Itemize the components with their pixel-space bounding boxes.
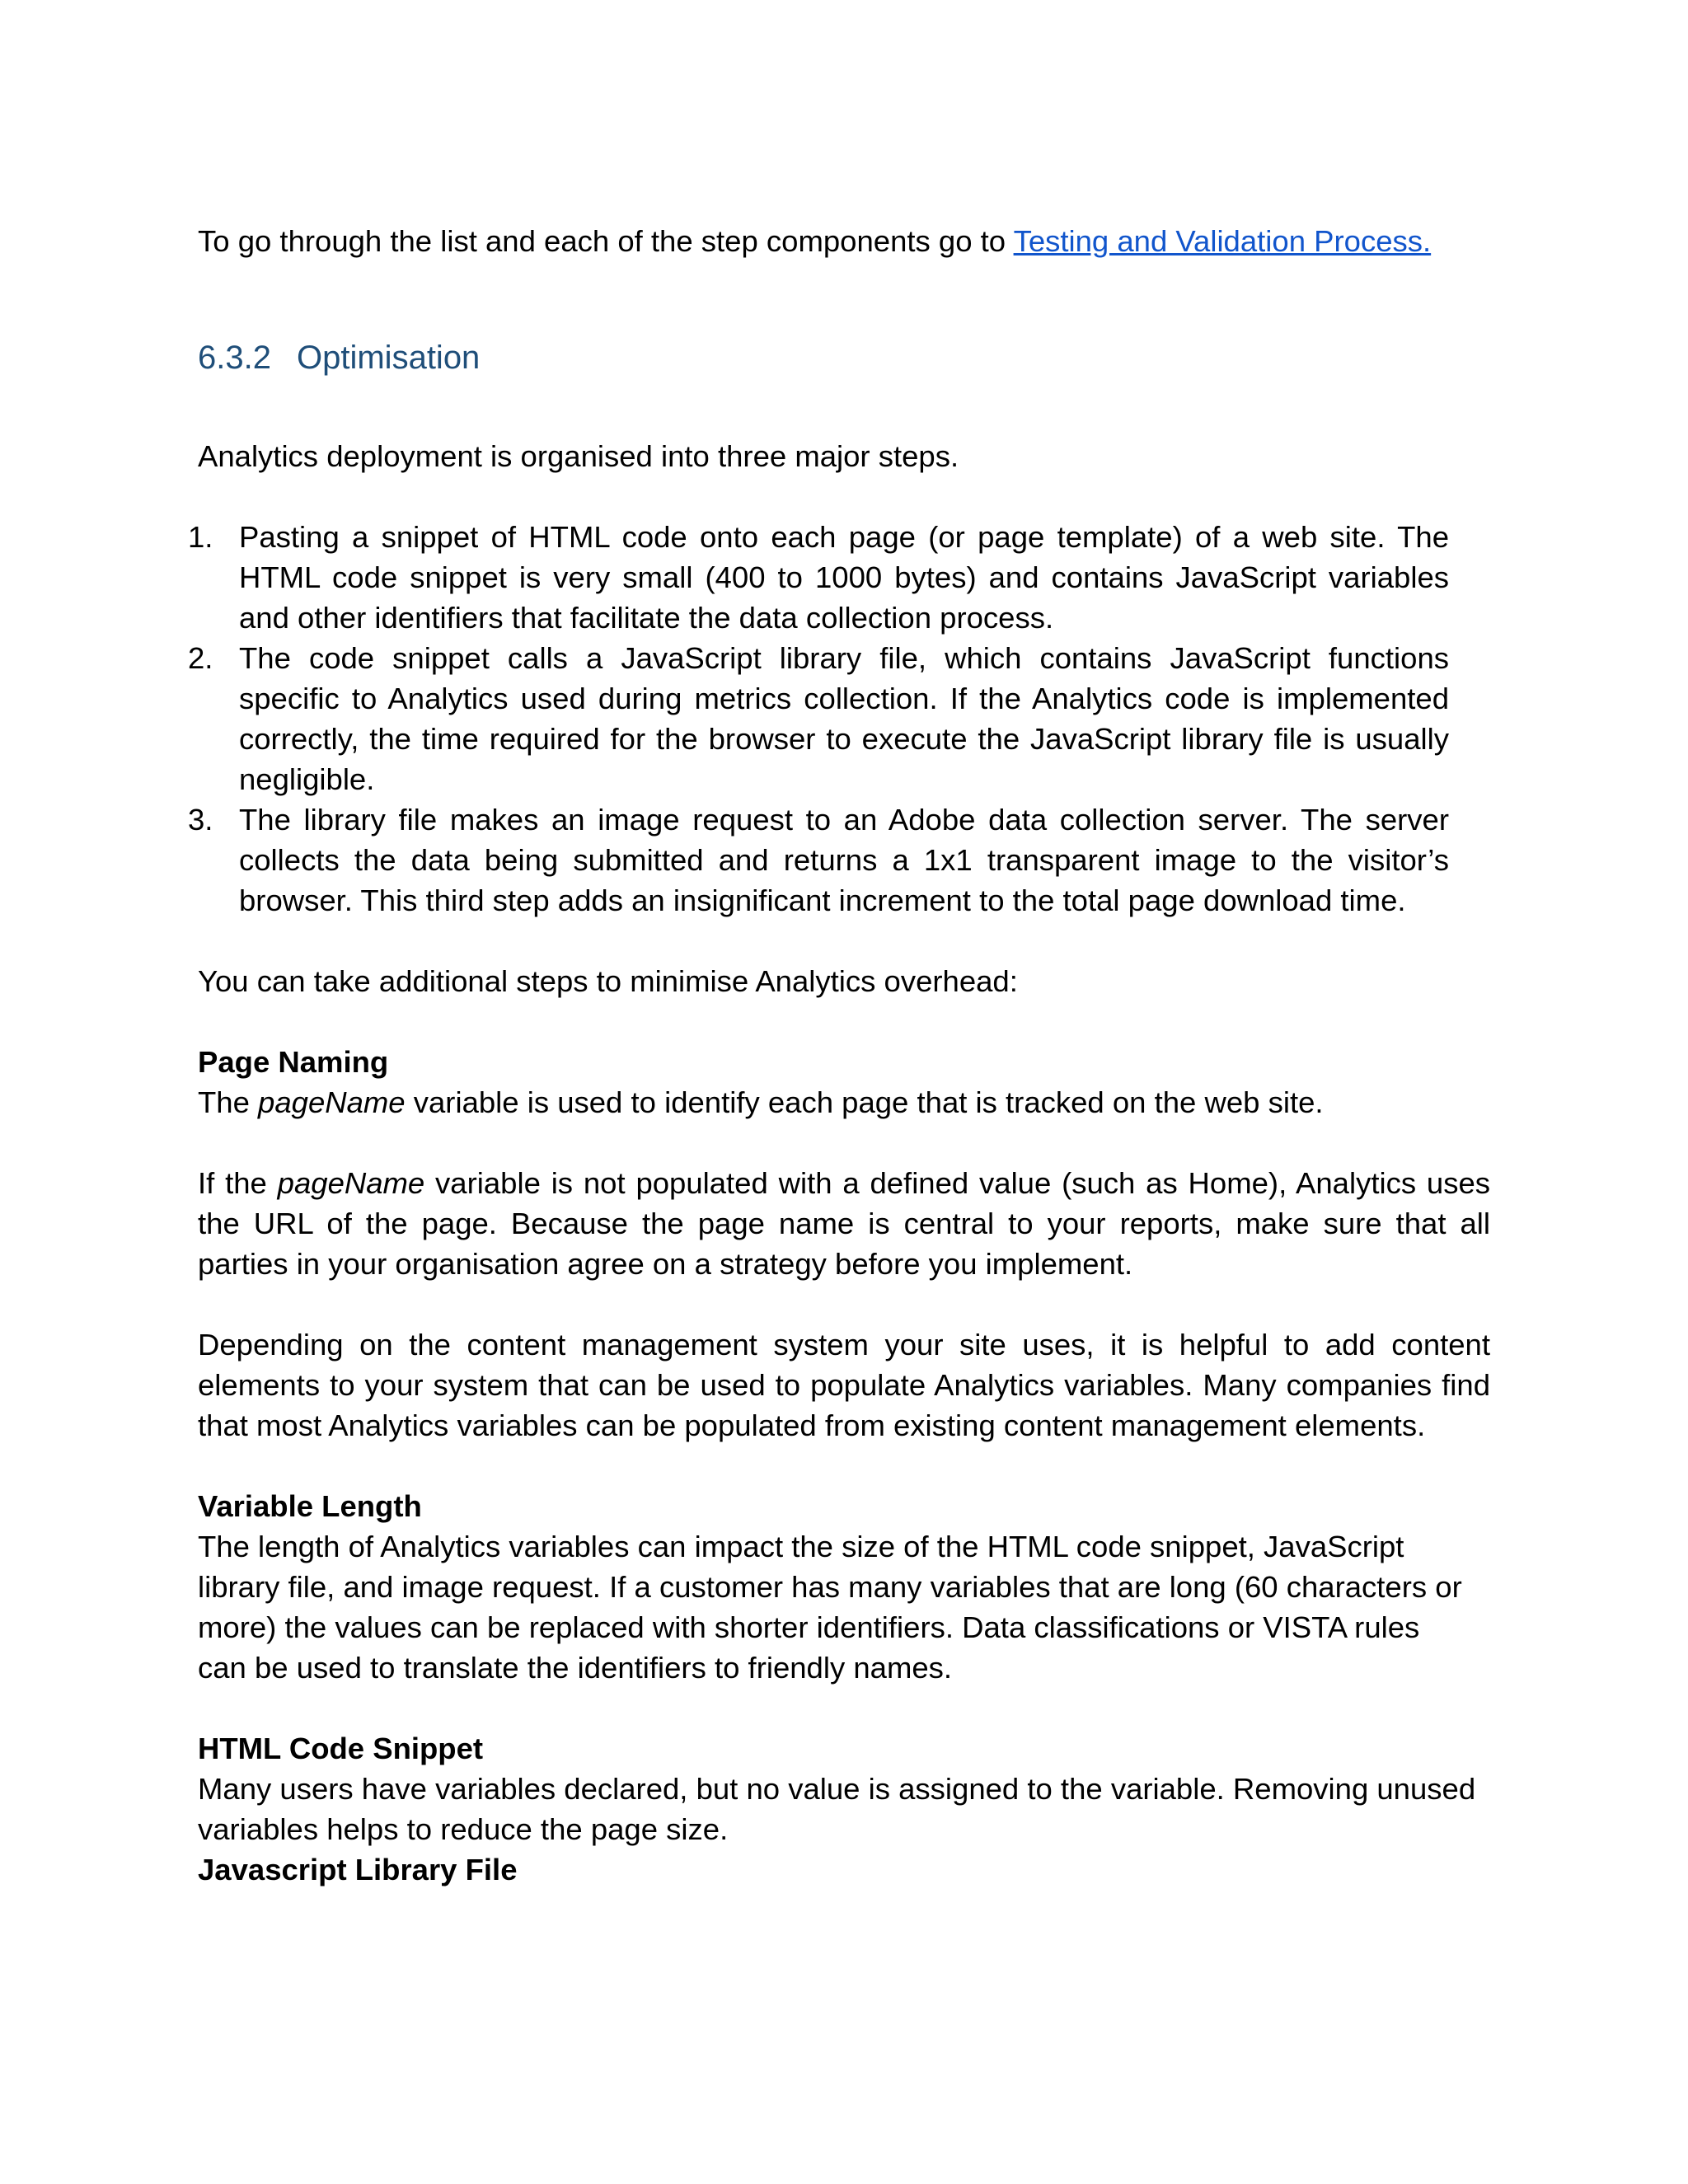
section-heading — [198, 337, 1490, 378]
text-run: If the — [198, 1166, 278, 1200]
html-snippet-heading: HTML Code Snippet — [198, 1732, 484, 1765]
variable-length-heading: Variable Length — [198, 1489, 422, 1523]
intro-text: To go through the list and each of the step components go to — [198, 224, 1014, 258]
section-number: 6.3.2 — [198, 340, 271, 376]
list-marker: 3. — [188, 803, 213, 837]
pagename-variable: pageName — [258, 1085, 406, 1119]
additional-steps-paragraph: You can take additional steps to minimise Analytics overhead: — [198, 964, 1018, 998]
text-line: can be used to translate the identifiers to friendly names. — [198, 1651, 953, 1685]
list-item — [188, 517, 1449, 638]
list-item-text: Pasting a snippet of HTML code onto each page (or page template) of a web site. The HTML code snippet is very small (400 to 1000 bytes) and contains JavaScript variables and other identifiers that facilitate the data collection process. — [239, 520, 1449, 635]
list-item-text: The library file makes an image request to an Adobe data collection server. The server collects the data being submitted and returns a 1x1 transparent image to the visitor’s browser. This third step adds an insignificant increment to the total page download time. — [239, 803, 1449, 917]
js-library-heading: Javascript Library File — [198, 1853, 518, 1886]
list-marker: 1. — [188, 520, 213, 554]
text-run: The — [198, 1085, 259, 1119]
pagename-variable: pageName — [277, 1166, 425, 1200]
page-naming-heading: Page Naming — [198, 1045, 389, 1079]
list-item-text: The code snippet calls a JavaScript library file, which contains JavaScript functions specific to Analytics used during metrics collection. If the Analytics code is implemented correctly, the time required for the browser to execute the JavaScript library file is usually negligible. — [239, 641, 1449, 796]
testing-validation-link[interactable]: Testing and Validation Process. — [1013, 224, 1432, 258]
intro-paragraph — [198, 221, 1490, 261]
section-title: Optimisation — [297, 340, 481, 376]
steps-list — [188, 517, 1490, 921]
text-line: The length of Analytics variables can impact the size of the HTML code snippet, JavaScript — [198, 1530, 1404, 1563]
page-naming-paragraph-3: Depending on the content management system your site uses, it is helpful to add content elements to your system that can be used to populate Analytics variables. Many companies find that most Analytics variables can be populated from existing content management elements. — [198, 1328, 1490, 1442]
text-run: variable is used to identify each page that is tracked on the web site. — [405, 1085, 1324, 1119]
lead-paragraph: Analytics deployment is organised into three major steps. — [198, 439, 959, 473]
variable-length-paragraph — [198, 1526, 1490, 1688]
list-item — [188, 799, 1449, 921]
text-run: variable is not populated with a defined value (such as Home), Analytics uses the URL of the page. Because the page name is central to your reports, make sure that all parties in your organisation agree on a strategy before you implement. — [198, 1166, 1490, 1281]
page-naming-paragraph-1 — [198, 1082, 1490, 1122]
list-item — [188, 638, 1449, 799]
page-naming-paragraph-2 — [198, 1163, 1490, 1284]
html-snippet-paragraph: Many users have variables declared, but no value is assigned to the variable. Removing unused variables helps to reduce the page size. — [198, 1772, 1476, 1846]
text-line: more) the values can be replaced with shorter identifiers. Data classifications or VISTA rules — [198, 1610, 1420, 1644]
document-page — [188, 221, 1490, 1890]
text-line: library file, and image request. If a customer has many variables that are long (60 characters or — [198, 1570, 1462, 1604]
list-marker: 2. — [188, 641, 213, 675]
